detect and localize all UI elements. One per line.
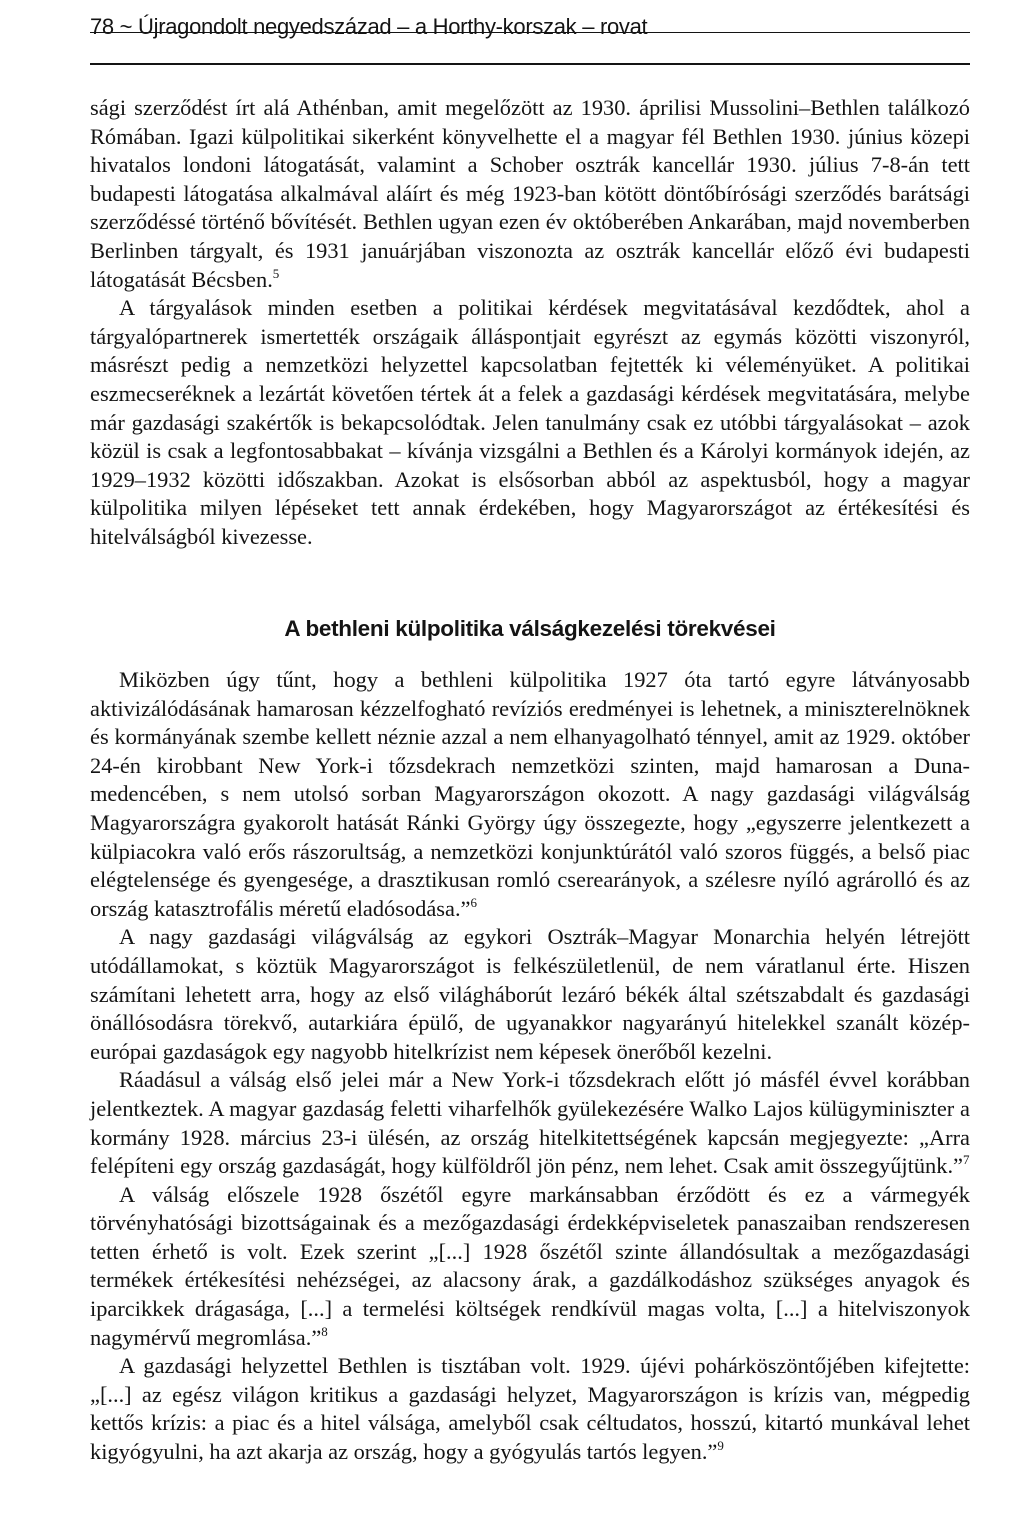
paragraph: A gazdasági helyzettel Bethlen is tisztában volt. 1929. újévi pohárköszöntőjében kifejtette: „[...] az egész világon kritikus a gazdasági helyzet, Magyarországon is krízis van, mégpedig kettős krízis: a piac és a hitel válsága, amelyből csak céltudatos, hosszú, kitartó munkával lehet kigyógyulni, ha azt akarja az ország, hogy a gyógyulás tartós legyen.”$^9$ xyxy=(90,1353,970,1465)
header-rule-bottom xyxy=(90,63,970,65)
paragraph: Miközben úgy tűnt, hogy a bethleni külpolitika 1927 óta tartó egyre látványosabb aktivizálódásának hamarosan kézzelfogható revíziós eredményei is lehetnek, a miniszterelnöknek és kormányának szembe kellett néznie azzal a nem elhanyagolható ténnyel, amit az 1929. október 24-én kirobbant New York-i tőzsdekrach nemzetközi szinten, majd hamarosan a Duna-medencében, s nem utolsó sorban Magyarországon okozott. A nagy gazdasági világválság Magyarországra gyakorolt hatását Ránki György úgy összegezte, hogy „egyszerre jelentkezett a külpiacokra való erős rászorultság, a nemzetközi konjunktúrától való szoros függés, a belső piac elégtelensége és gyengesége, a drasztikusan romló cserearányok, a szélesre nyíló agrárolló és az ország katasztrofális méretű eladósodása.”$^6$ xyxy=(90,667,970,921)
footnote-ref: 5 xyxy=(272,265,280,281)
paragraph: sági szerződést írt alá Athénban, amit megelőzött az 1930. áprilisi Mussolini–Bethlen találkozó Rómában. Igazi külpolitikai sikerként könyvelhette el a magyar fél Bethlen 1930. június közepi hivatalos londoni látogatását, valamint a Schober osztrák kancellár 1930. július 7-8-án tett budapesti látogatása alkalmával aláírt és még 1923-ban kötött döntőbírósági szerződés barátsági szerződéssé történő bővítését. Bethlen ugyan ezen év októberében Ankarában, majd novemberben Berlinben tárgyalt, és 1931 januárjában viszonozta az osztrák kancellár előző évi budapesti látogatását Bécsben.$^5$ xyxy=(90,95,970,292)
paragraph: A válság előszele 1928 őszétől egyre markánsabban érződött és ez a vármegyék törvényhatósági bizottságainak és a mezőgazdasági érdekképviseletek panaszaiban rendszeresen tetten érhető is volt. Ezek szerint „[...] 1928 őszétől szinte állandósultak a mezőgazdasági termékek értékesítési nehézségei, az alacsony árak, a gazdálkodáshoz szükséges anyagok és iparcikkek drágasága, [...] a termelési költségek rendkívül magas volta, [...] a hitelviszonyok nagymérvű megromlása.”$^8$ xyxy=(90,1181,970,1350)
paragraph: A tárgyalások minden esetben a politikai kérdések megvitatásával kezdődtek, ahol a tárgyalópartnerek ismertették országaik álláspontjait egyrészt az egymás közötti viszonyról, másrészt pedig a nemzetközi helyzettel kapcsolatban fejtették ki véleményüket. A politikai eszmecseréknek a lezártát követően tértek át a felek a gazdasági kérdések megvitatására, melybe már gazdasági szakértők is bekapcsolódtak. Jelen tanulmány csak ez utóbbi tárgyalásokat – azok közül is csak a legfontosabbakat – kívánja vizsgálni a Bethlen és a Károlyi kormányok idején, az 1929–1932 közötti időszakban. Azokat is elsősorban abból az aspektusból, hogy a magyar külpolitika milyen lépéseket tett annak érdekében, hogy Magyarországot az értékesítési és hitelválságból kivezesse. xyxy=(90,295,970,549)
section-heading: A bethleni külpolitika válságkezelési törekvései xyxy=(284,616,776,641)
footnote-ref: 8 xyxy=(321,1323,328,1339)
running-head xyxy=(90,6,970,64)
footnote-ref: 7 xyxy=(962,1152,970,1168)
intro-text xyxy=(90,94,970,552)
paragraph: A nagy gazdasági világválság az egykori Osztrák–Magyar Monarchia helyén létrejött utódállamokat, s köztük Magyarországot is felkészületlenül, de nem váratlanul érte. Hiszen számítani lehetett arra, hogy az első világháborút lezáró békék által szétszabdalt és gazdasági önállósodásra törekvő, autarkiára épülő, de ugyanakkor nagyarányú hitelekkel szanált közép-európai gazdaságok egy nagyobb hitelkrízist nem képesek önerőből kezelni. xyxy=(90,924,970,1064)
running-head-text: 78 ~ Újragondolt negyedszázad – a Horthy-korszak – rovat xyxy=(90,14,648,39)
paragraph: Ráadásul a válság első jelei már a New York-i tőzsdekrach előtt jó másfél évvel korábban jelentkeztek. A magyar gazdaság feletti viharfelhők gyülekezésére Walko Lajos külügyminiszter a kormány 1928. március 23-i ülésén, az ország hitelkitettségének kapcsán megjegyezte: „Arra felépíteni egy ország gazdaságát, hogy külföldről jön pénz, nem lehet. Csak amit összegyűjtünk.”$^7$ xyxy=(90,1067,970,1179)
section-text xyxy=(90,666,970,1467)
footnote-ref: 9 xyxy=(717,1438,724,1454)
footnote-ref: 6 xyxy=(470,894,477,910)
